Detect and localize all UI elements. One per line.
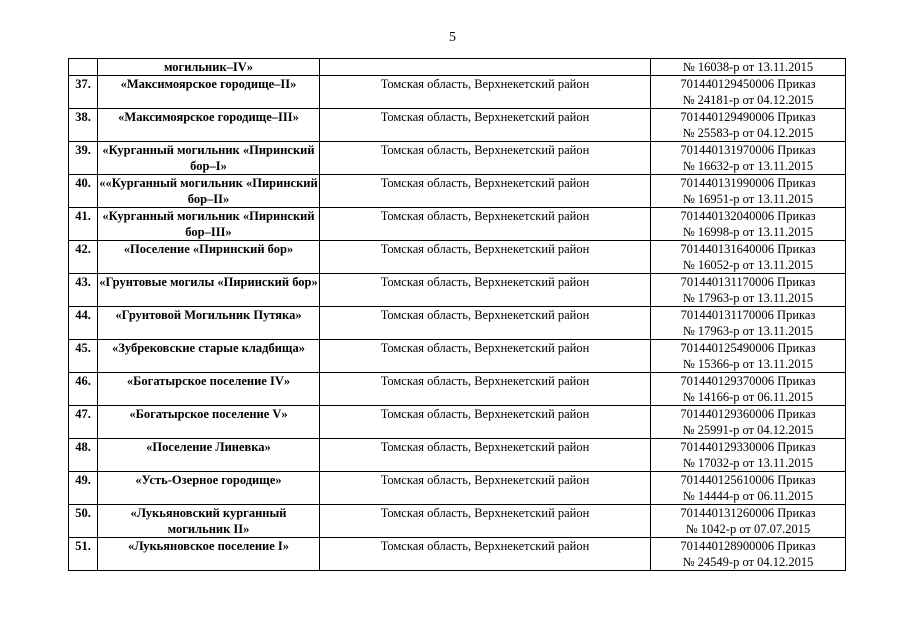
- object-name-cell: «Лукьяновское поселение I»: [98, 538, 320, 571]
- row-number-cell: 44.: [69, 307, 98, 340]
- registration-doc-cell: [651, 406, 846, 439]
- order-reference: № 25583-р от 04.12.2015: [682, 126, 814, 140]
- table-row: [69, 274, 846, 307]
- order-reference: № 25991-р от 04.12.2015: [682, 423, 814, 437]
- table-row: [69, 406, 846, 439]
- object-name-cell: «Поселение «Пиринский бор»: [98, 241, 320, 274]
- table-row: [69, 241, 846, 274]
- registry-number: 701440129330006 Приказ: [680, 440, 816, 454]
- registration-doc-cell: [651, 472, 846, 505]
- registry-number: № 16038-р от 13.11.2015: [682, 60, 814, 74]
- row-number-cell: 39.: [69, 142, 98, 175]
- registration-doc-cell: [651, 175, 846, 208]
- registry-number: 701440128900006 Приказ: [680, 539, 816, 553]
- table-row: [69, 109, 846, 142]
- registry-number: 701440131970006 Приказ: [680, 143, 816, 157]
- row-number-cell: 37.: [69, 76, 98, 109]
- row-number-cell: 40.: [69, 175, 98, 208]
- registry-number: 701440129360006 Приказ: [680, 407, 816, 421]
- registration-doc-cell: [651, 505, 846, 538]
- page-number: 5: [449, 30, 456, 45]
- registration-doc-cell: [651, 241, 846, 274]
- registry-number: 701440132040006 Приказ: [680, 209, 816, 223]
- table-row: [69, 538, 846, 571]
- registration-doc-cell: [651, 208, 846, 241]
- table-row: [69, 307, 846, 340]
- object-name-cell: могильник–IV»: [98, 59, 320, 76]
- table-row: [69, 175, 846, 208]
- object-name-cell: «Зубрековские старые кладбища»: [98, 340, 320, 373]
- table-row: [69, 208, 846, 241]
- registration-doc-cell: [651, 76, 846, 109]
- order-reference: № 14166-р от 06.11.2015: [682, 390, 814, 404]
- row-number-cell: 49.: [69, 472, 98, 505]
- registry-number: 701440129450006 Приказ: [680, 77, 816, 91]
- order-reference: № 16632-р от 13.11.2015: [682, 159, 814, 173]
- object-name-cell: «Богатырское поселение IV»: [98, 373, 320, 406]
- registration-doc-cell: [651, 307, 846, 340]
- order-reference: № 1042-р от 07.07.2015: [685, 522, 811, 536]
- registry-number: 701440129490006 Приказ: [680, 110, 816, 124]
- registry-number: 701440131170006 Приказ: [680, 275, 816, 289]
- object-name-cell: «Максимоярское городище–II»: [98, 76, 320, 109]
- heritage-objects-table: [68, 58, 846, 571]
- row-number-cell: 48.: [69, 439, 98, 472]
- table-row: [69, 142, 846, 175]
- location-cell: Томская область, Верхнекетский район: [320, 406, 651, 439]
- registry-number: 701440129370006 Приказ: [680, 374, 816, 388]
- location-cell: Томская область, Верхнекетский район: [320, 274, 651, 307]
- object-name-cell: «Лукьяновский курганный могильник II»: [98, 505, 320, 538]
- location-cell: Томская область, Верхнекетский район: [320, 538, 651, 571]
- table-row: [69, 505, 846, 538]
- order-reference: № 24181-р от 04.12.2015: [682, 93, 814, 107]
- order-reference: № 17963-р от 13.11.2015: [682, 324, 814, 338]
- row-number-cell: 47.: [69, 406, 98, 439]
- object-name-cell: «Поселение Линевка»: [98, 439, 320, 472]
- location-cell: Томская область, Верхнекетский район: [320, 307, 651, 340]
- table-row: [69, 373, 846, 406]
- row-number-cell: 42.: [69, 241, 98, 274]
- table-row: [69, 59, 846, 76]
- row-number-cell: 45.: [69, 340, 98, 373]
- object-name-cell: «Курганный могильник «Пиринский бор–I»: [98, 142, 320, 175]
- registry-number: 701440131260006 Приказ: [680, 506, 816, 520]
- registration-doc-cell: [651, 373, 846, 406]
- row-number-cell: 43.: [69, 274, 98, 307]
- location-cell: Томская область, Верхнекетский район: [320, 142, 651, 175]
- location-cell: Томская область, Верхнекетский район: [320, 109, 651, 142]
- order-reference: № 24549-р от 04.12.2015: [682, 555, 814, 569]
- location-cell: Томская область, Верхнекетский район: [320, 208, 651, 241]
- location-cell: Томская область, Верхнекетский район: [320, 505, 651, 538]
- row-number-cell: [69, 59, 98, 76]
- object-name-cell: «Грунтовой Могильник Путяка»: [98, 307, 320, 340]
- location-cell: Томская область, Верхнекетский район: [320, 373, 651, 406]
- row-number-cell: 50.: [69, 505, 98, 538]
- row-number-cell: 51.: [69, 538, 98, 571]
- registration-doc-cell: [651, 109, 846, 142]
- registry-number: 701440125610006 Приказ: [680, 473, 816, 487]
- order-reference: № 14444-р от 06.11.2015: [682, 489, 814, 503]
- location-cell: Томская область, Верхнекетский район: [320, 340, 651, 373]
- table-row: [69, 340, 846, 373]
- registration-doc-cell: [651, 59, 846, 76]
- row-number-cell: 38.: [69, 109, 98, 142]
- table-row: [69, 472, 846, 505]
- registry-number: 701440131170006 Приказ: [680, 308, 816, 322]
- object-name-cell: «Усть-Озерное городище»: [98, 472, 320, 505]
- table-row: [69, 439, 846, 472]
- location-cell: Томская область, Верхнекетский район: [320, 241, 651, 274]
- order-reference: № 16998-р от 13.11.2015: [682, 225, 814, 239]
- object-name-cell: «Грунтовые могилы «Пиринский бор»: [98, 274, 320, 307]
- order-reference: № 15366-р от 13.11.2015: [682, 357, 814, 371]
- registration-doc-cell: [651, 142, 846, 175]
- order-reference: № 16951-р от 13.11.2015: [682, 192, 814, 206]
- registration-doc-cell: [651, 274, 846, 307]
- location-cell: Томская область, Верхнекетский район: [320, 472, 651, 505]
- object-name-cell: «Курганный могильник «Пиринский бор–III»: [98, 208, 320, 241]
- location-cell: [320, 59, 651, 76]
- registry-number: 701440131640006 Приказ: [680, 242, 816, 256]
- registration-doc-cell: [651, 538, 846, 571]
- object-name-cell: «Богатырское поселение V»: [98, 406, 320, 439]
- row-number-cell: 41.: [69, 208, 98, 241]
- registration-doc-cell: [651, 439, 846, 472]
- row-number-cell: 46.: [69, 373, 98, 406]
- location-cell: Томская область, Верхнекетский район: [320, 439, 651, 472]
- order-reference: № 17032-р от 13.11.2015: [682, 456, 814, 470]
- object-name-cell: «Максимоярское городище–III»: [98, 109, 320, 142]
- location-cell: Томская область, Верхнекетский район: [320, 76, 651, 109]
- registration-doc-cell: [651, 340, 846, 373]
- location-cell: Томская область, Верхнекетский район: [320, 175, 651, 208]
- table-row: [69, 76, 846, 109]
- order-reference: № 16052-р от 13.11.2015: [682, 258, 814, 272]
- registry-number: 701440125490006 Приказ: [680, 341, 816, 355]
- registry-number: 701440131990006 Приказ: [680, 176, 816, 190]
- object-name-cell: ««Курганный могильник «Пиринский бор–II»: [99, 176, 318, 206]
- order-reference: № 17963-р от 13.11.2015: [682, 291, 814, 305]
- table-body: [69, 59, 846, 571]
